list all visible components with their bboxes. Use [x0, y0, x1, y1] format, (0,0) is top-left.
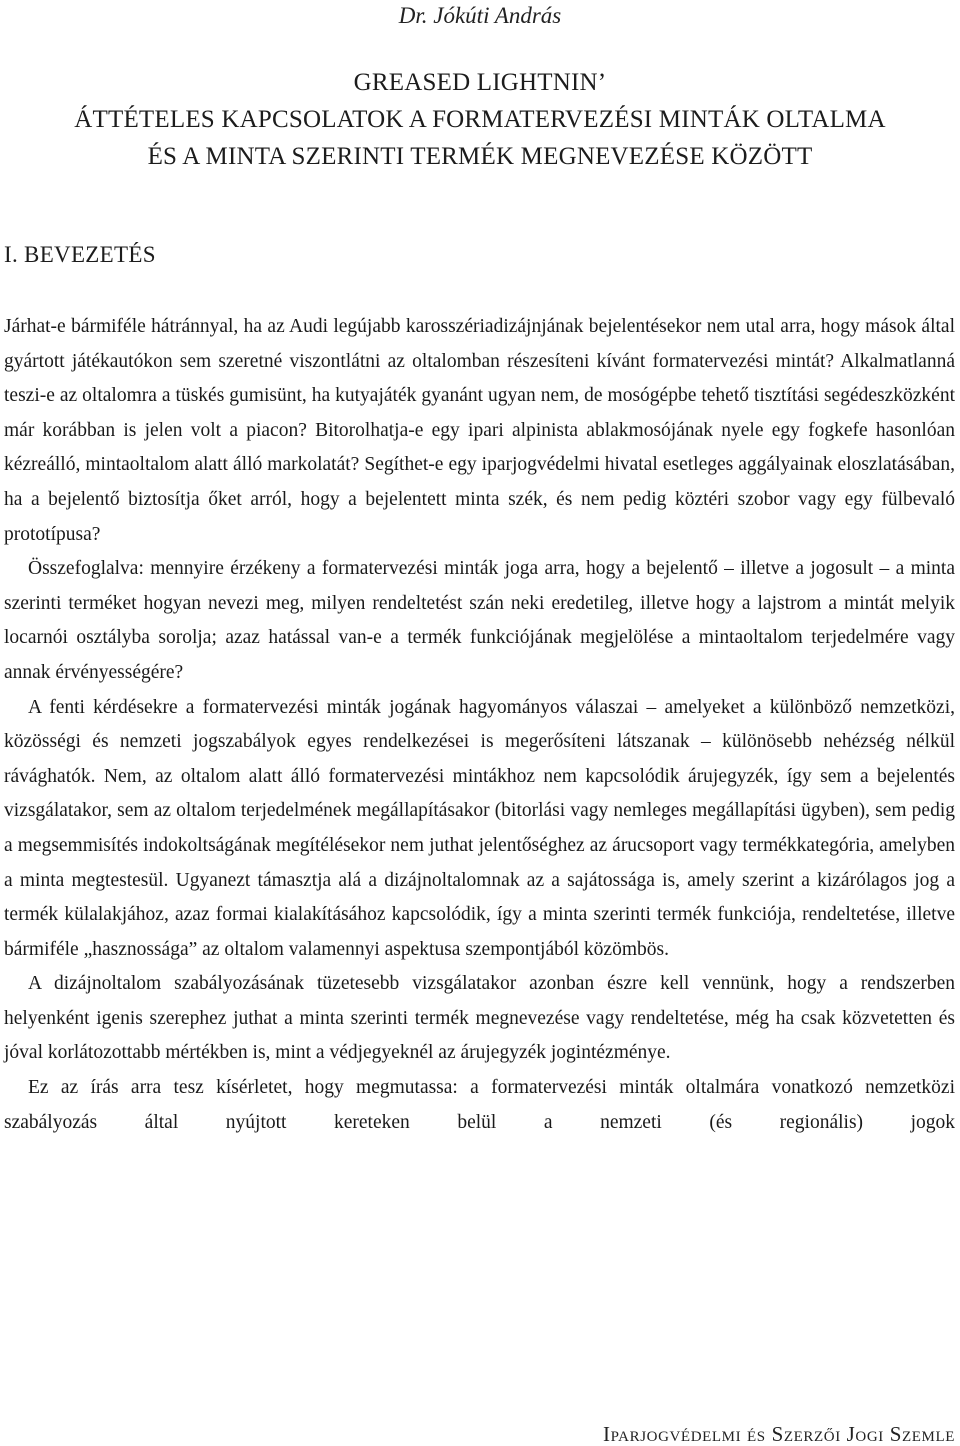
paragraph: Összefoglalva: mennyire érzékeny a formatervezési minták joga arra, hogy a bejelentő – illetve a jogosult – a minta szerinti terméket hogyan nevezi meg, milyen rendeltetést szán neki eredetileg, illetve hogy a lajstrom a mintát melyik locarnói osztályba sorolja; azaz hatással van-e a termék funkciójának megjelölése a mintaoltalom terjedelmére vagy annak érvényességére?: [4, 558, 955, 683]
paragraph: A fenti kérdésekre a formatervezési minták jogának hagyományos válaszai – amelyeket a különböző nemzetközi, közösségi és nemzeti jogszabályok egyes rendelkezései is megerősíteni látszanak – különösebb nehézség nélkül rávághatók. Nem, az oltalom alatt álló formatervezési mintákhoz nem kapcsolódik árujegyzék, így sem a bejelentés vizsgálatakor, sem az oltalom terjedelmének megállapításakor (bitorlási vagy nemleges megállapítási ügyben), sem pedig a megsemmisítés indokoltságának megítélésekor nem juthat jelentőséghez az árucsoport vagy termékkategória, amelyben a minta megtestesül. Ugyanezt támasztja alá a dizájnoltalomnak az a sajátossága is, amely szerint a kizárólagos jog a termék külalakjához, azaz formai kialakításához kapcsolódik, így a minta szerinti termék funkciója, rendeltetése, illetve bármiféle „hasznossága” az oltalom valamennyi aspektusa szempontjából közömbös.: [4, 696, 955, 960]
paragraph: A dizájnoltalom szabályozásának tüzetesebb vizsgálatakor azonban észre kell vennünk, hogy a rendszerben helyenként igenis szerephez juthat a minta szerinti termék megnevezése vagy rendeltetése, még ha csak közvetetten és jóval korlátozottabb mértékben is, mint a védjegyeknél az árujegyzék jogintézménye.: [4, 973, 955, 1064]
title-line-1: GREASED LIGHTNIN’: [353, 69, 607, 96]
section-heading: I. BEVEZETÉS: [4, 242, 156, 267]
paragraph: Járhat-e bármiféle hátránnyal, ha az Audi legújabb karosszériadizájnjának bejelentésekor nem utal arra, hogy mások által gyártott játékautókon sem szeretné viszontlátni az oltalomban részesíteni kívánt formatervezési mintát? Alkalmatlanná teszi-e az oltalomra a tüskés gumisünt, ha kutyajáték gyanánt ugyan nem, de mosógépbe tehető tisztítási segédeszközként már korábban is jelen volt a piacon? Bitorolhatja-e egy ipari alpinista ablakmosójának nyele egy fogkefe hasonlóan kézreálló, mintaoltalom alatt álló markolatát? Segíthet-e egy iparjogvédelmi hivatal esetleges aggályainak eloszlatásában, ha a bejelentő biztosítja őket arról, hogy a bejelentett minta szék, és nem pedig köztéri szobor vagy egy fülbevaló prototípusa?: [4, 316, 955, 545]
body-text: [4, 310, 955, 1140]
article-title: [0, 64, 960, 175]
title-line-3: ÉS A MINTA SZERINTI TERMÉK MEGNEVEZÉSE KÖZÖTT: [147, 143, 813, 170]
author-name: Dr. Jókúti András: [398, 3, 562, 28]
paragraph: Ez az írás arra tesz kísérletet, hogy megmutassa: a formatervezési minták oltalmára vonatkozó nemzetközi szabályozás által nyújtott kereteken belül a nemzeti (és regionális) jogok: [4, 1077, 955, 1133]
title-line-2: ÁTTÉTELES KAPCSOLATOK A FORMATERVEZÉSI MINTÁK OLTALMA: [74, 106, 886, 133]
journal-footer: Iparjogvédelmi és Szerzői Jogi Szemle: [603, 1422, 955, 1446]
